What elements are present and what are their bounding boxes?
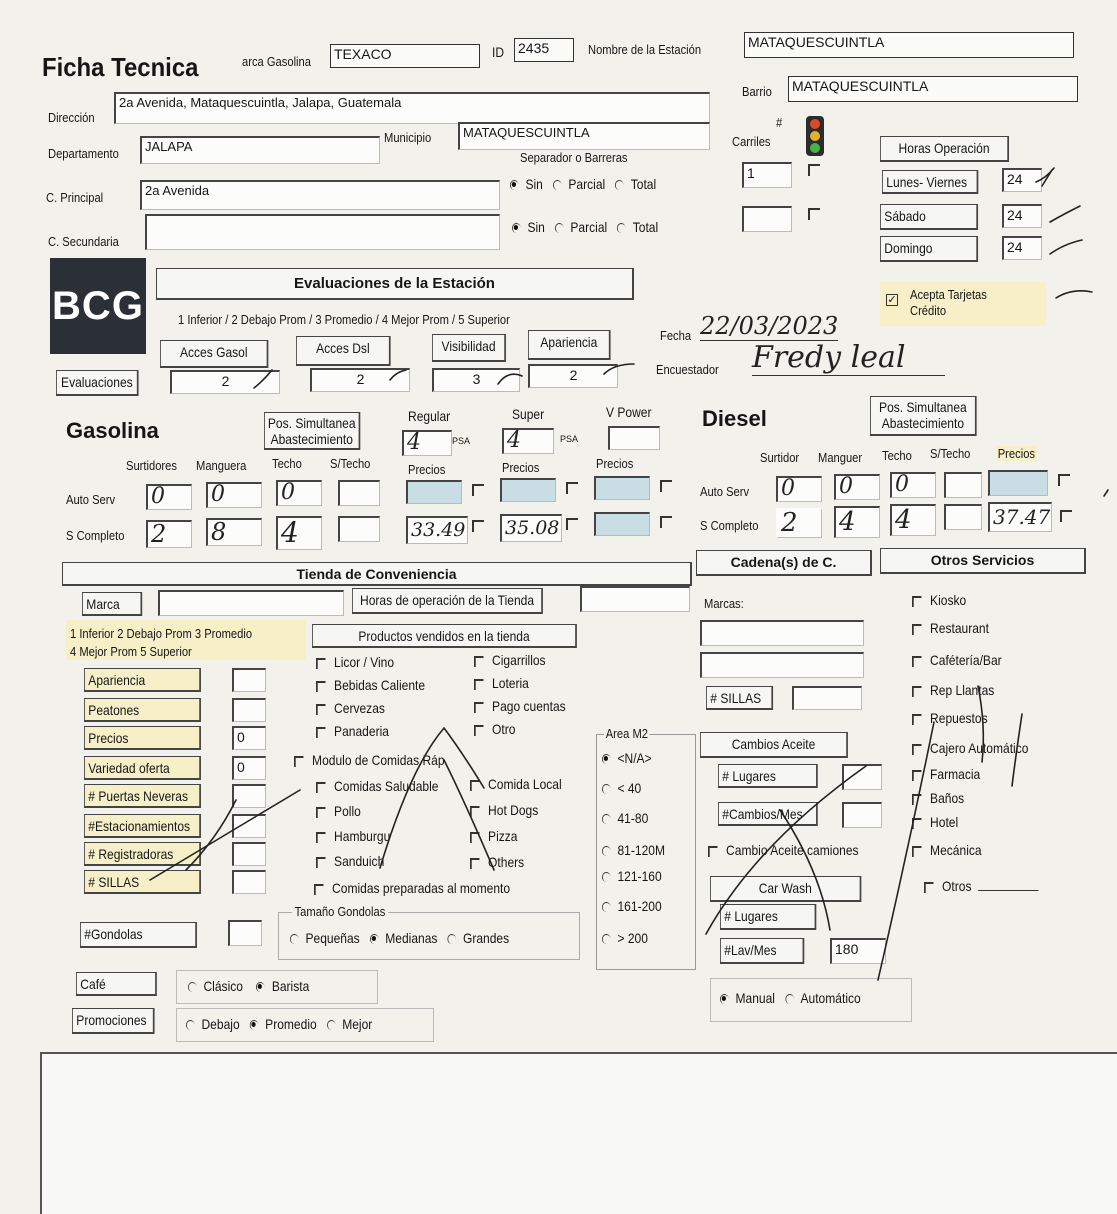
- horas-dom-input[interactable]: 24: [1002, 236, 1042, 260]
- gondolas-label: #Gondolas: [80, 922, 197, 948]
- tienda-horas-label: Horas de operación de la Tienda: [352, 588, 543, 614]
- regular-psa-label: PSA: [452, 436, 471, 446]
- evaluaciones-title: Evaluaciones de la Estación: [156, 268, 634, 300]
- area-label-1: < 40: [617, 780, 642, 796]
- secundaria-label: C. Secundaria: [48, 234, 119, 249]
- fecha-value[interactable]: 22/03/2023: [700, 312, 839, 340]
- horas-sab-label: Sábado: [880, 204, 978, 230]
- comida-col1-label-2: Hamburgu: [334, 828, 391, 844]
- id-input[interactable]: 2435: [514, 38, 574, 62]
- gasolina-pos-sim: Pos. Simultanea Abastecimiento: [264, 412, 360, 450]
- dsl-completo-label: S Completo: [700, 518, 759, 533]
- carriles-hash: #: [776, 115, 783, 130]
- cambios-title: Cambios Aceite: [700, 732, 848, 758]
- municipio-label: Municipio: [384, 130, 432, 145]
- rating-input-2[interactable]: 0: [232, 726, 266, 750]
- carwash-lugares-label: # Lugares: [720, 904, 816, 930]
- dsl-col-manguer: Manguer: [818, 450, 863, 465]
- principal-input[interactable]: 2a Avenida: [140, 180, 500, 210]
- eval-apariencia-input[interactable]: 2: [528, 364, 618, 388]
- otros-label-9: Mecánica: [930, 842, 982, 858]
- dsl-col-surtidor: Surtidor: [760, 450, 800, 465]
- otros-label-3: Rep Llantas: [930, 682, 995, 698]
- fecha-label: Fecha: [660, 328, 692, 343]
- otros-otros-label: Otros: [942, 878, 972, 894]
- eval-acces-gasol-label: Acces Gasol: [160, 340, 268, 368]
- id-label: ID: [492, 44, 505, 60]
- encuestador-value[interactable]: Fredy leal: [752, 340, 945, 376]
- gas-precios-regular-label: Precios: [408, 462, 446, 477]
- gas-completo-precio-super[interactable]: 35.08: [500, 514, 562, 542]
- producto-col1-label-0: Licor / Vino: [334, 654, 395, 670]
- comida-col2-label-0: Comida Local: [488, 776, 562, 792]
- dsl-completo-precio[interactable]: 37.47: [988, 502, 1052, 532]
- rating-label-5: #Estacionamientos: [84, 814, 201, 838]
- dsl-col-techo: Techo: [882, 448, 912, 463]
- eval-acces-gasol-input[interactable]: 2: [170, 370, 280, 394]
- otros-label-7: Baños: [930, 790, 965, 806]
- departamento-label: Departamento: [48, 146, 119, 161]
- tienda-scale-2: 4 Mejor Prom 5 Superior: [70, 644, 192, 659]
- otros-label-5: Cajero Automático: [930, 740, 1029, 756]
- principal-label: C. Principal: [46, 190, 104, 205]
- direccion-label: Dirección: [48, 110, 95, 125]
- cadena-marcas-label: Marcas:: [704, 596, 744, 611]
- municipio-input[interactable]: MATAQUESCUINTLA: [458, 122, 710, 150]
- camiones-label: Cambio Aceite camiones: [726, 842, 859, 858]
- cambios-lugares-label: # Lugares: [718, 764, 818, 788]
- otros-label-8: Hotel: [930, 814, 959, 830]
- cafe-label: Café: [76, 972, 157, 996]
- horas-dom-label: Domingo: [880, 236, 978, 262]
- area-title: Area M2: [605, 726, 648, 741]
- dsl-precios-label: Precios: [997, 446, 1036, 461]
- productos-title: Productos vendidos en la tienda: [312, 624, 577, 648]
- tienda-title: Tienda de Conveniencia: [62, 562, 692, 586]
- preparadas-label: Comidas preparadas al momento: [332, 880, 511, 896]
- gas-auto-surtidores[interactable]: 0: [146, 484, 192, 510]
- cadena-title: Cadena(s) de C.: [696, 550, 872, 576]
- dsl-completo-manguer[interactable]: 4: [834, 506, 880, 538]
- carwash-mode-options: Manual Automático: [720, 990, 861, 1006]
- rating-input-3[interactable]: 0: [232, 756, 266, 780]
- horas-lv-input[interactable]: 24: [1002, 168, 1042, 192]
- dsl-completo-surtidor[interactable]: 2: [776, 508, 822, 538]
- regular-psa-input[interactable]: 4: [402, 430, 452, 456]
- comida-col1-label-1: Pollo: [334, 803, 361, 819]
- tienda-scale-1: 1 Inferior 2 Debajo Prom 3 Promedio: [70, 626, 253, 641]
- promo-label: Promociones: [72, 1008, 155, 1034]
- marca-input[interactable]: TEXACO: [330, 44, 480, 68]
- nombre-input[interactable]: MATAQUESCUINTLA: [744, 32, 1074, 58]
- rating-label-6: # Registradoras: [84, 842, 201, 866]
- super-psa-label: PSA: [560, 434, 579, 444]
- gas-auto-manguera[interactable]: 0: [206, 482, 262, 508]
- otros-label-0: Kiosko: [930, 592, 967, 608]
- vpower-label: V Power: [606, 404, 652, 420]
- dsl-auto-label: Auto Serv: [700, 484, 750, 499]
- rating-label-2: Precios: [84, 726, 201, 750]
- cadena-sillas-label: # SILLAS: [706, 686, 773, 710]
- dsl-completo-techo[interactable]: 4: [890, 504, 936, 536]
- tarjetas-label: Acepta Tarjetas Crédito: [910, 287, 987, 318]
- area-label-5: 161-200: [617, 898, 662, 914]
- gas-precios-super-label: Precios: [502, 460, 540, 475]
- eval-acces-dsl-input[interactable]: 2: [310, 368, 410, 392]
- cambios-mes-label: #Cambios/Mes: [718, 802, 818, 826]
- diesel-title: Diesel: [702, 406, 767, 431]
- comida-col2-label-2: Pizza: [488, 828, 518, 844]
- rating-label-3: Variedad oferta: [84, 756, 201, 780]
- barrio-input[interactable]: MATAQUESCUINTLA: [788, 76, 1078, 102]
- gas-precios-vpower-label: Precios: [596, 456, 634, 471]
- page-title: Ficha Tecnica: [42, 52, 199, 82]
- regular-label: Regular: [408, 408, 451, 424]
- tienda-marca-label: Marca: [82, 592, 142, 616]
- lav-mes-label: #Lav/Mes: [720, 938, 804, 964]
- tamano-options: Pequeñas Medianas Grandes: [290, 930, 509, 946]
- producto-col2-label-3: Otro: [492, 721, 516, 737]
- departamento-input[interactable]: JALAPA: [140, 136, 380, 164]
- producto-col1-label-3: Panaderia: [334, 723, 389, 739]
- modulo-label: Modulo de Comidas Ráp.: [312, 752, 448, 768]
- rating-label-4: # Puertas Neveras: [84, 784, 201, 808]
- gas-col-manguera: Manguera: [196, 458, 247, 473]
- rating-label-0: Apariencia: [84, 668, 201, 692]
- area-label-2: 41-80: [617, 810, 649, 826]
- gas-completo-techo[interactable]: 4: [276, 516, 322, 550]
- eval-visibilidad-input[interactable]: 3: [432, 368, 520, 392]
- gas-col-techo: Techo: [272, 456, 302, 471]
- gas-completo-manguera[interactable]: 8: [206, 518, 262, 546]
- cafe-options: Clásico Barista: [188, 978, 309, 994]
- horas-sab-input[interactable]: 24: [1002, 204, 1042, 228]
- dsl-auto-surtidor[interactable]: 0: [776, 476, 822, 502]
- gas-completo-precio-regular[interactable]: 33.49: [406, 516, 468, 544]
- gasolina-title: Gasolina: [66, 418, 159, 443]
- dsl-col-stecho: S/Techo: [930, 446, 971, 461]
- horas-title: Horas Operación: [880, 136, 1009, 162]
- barrio-label: Barrio: [742, 84, 772, 99]
- comida-col1-label-0: Comidas Saludable: [334, 778, 439, 794]
- comida-col2-label-1: Hot Dogs: [488, 802, 539, 818]
- gas-completo-surtidores[interactable]: 2: [146, 520, 192, 548]
- direccion-input[interactable]: 2a Avenida, Mataquescuintla, Jalapa, Guatemala: [114, 92, 710, 124]
- producto-col2-label-1: Loteria: [492, 675, 529, 691]
- rating-label-7: # SILLAS: [84, 870, 201, 894]
- gas-col-surtidores: Surtidores: [126, 458, 177, 473]
- otros-label-1: Restaurant: [930, 620, 989, 636]
- area-label-6: > 200: [617, 930, 648, 946]
- marca-label: arca Gasolina: [242, 54, 311, 69]
- carwash-title: Car Wash: [710, 876, 861, 902]
- nombre-label: Nombre de la Estación: [588, 42, 702, 57]
- eval-visibilidad-label: Visibilidad: [432, 334, 506, 362]
- eval-apariencia-label: Apariencia: [528, 330, 611, 360]
- area-label-4: 121-160: [617, 868, 662, 884]
- producto-col1-label-1: Bebidas Caliente: [334, 677, 426, 693]
- diesel-pos-sim: Pos. Simultanea Abastecimiento: [870, 396, 977, 436]
- area-label-0: <N/A>: [617, 750, 652, 766]
- gas-auto-techo[interactable]: 0: [276, 480, 322, 506]
- separador-row1: Sin Parcial Total: [510, 176, 656, 192]
- comida-col2-label-3: Others: [488, 854, 525, 870]
- producto-col1-label-2: Cervezas: [334, 700, 385, 716]
- producto-col2-label-0: Cigarrillos: [492, 652, 546, 668]
- promo-options: Debajo Promedio Mejor: [186, 1016, 372, 1032]
- otros-title: Otros Servicios: [880, 548, 1086, 574]
- carriles-input-1[interactable]: 1: [742, 162, 792, 188]
- separador-label: Separador o Barreras: [520, 150, 628, 165]
- super-psa-input[interactable]: 4: [502, 428, 554, 454]
- lav-mes-input[interactable]: 180: [830, 938, 886, 964]
- separador-row2: Sin Parcial Total: [512, 219, 658, 235]
- tamano-title: Tamaño Gondolas: [292, 904, 388, 919]
- horas-lv-label: Lunes- Viernes: [882, 170, 978, 194]
- evaluaciones-row-label: Evaluaciones: [56, 370, 139, 396]
- comida-col1-label-3: Sanduich: [334, 853, 385, 869]
- gas-col-stecho: S/Techo: [330, 456, 371, 471]
- rating-label-1: Peatones: [84, 698, 201, 722]
- dsl-auto-manguer[interactable]: 0: [834, 474, 880, 500]
- area-label-3: 81-120M: [617, 842, 666, 858]
- otros-label-4: Repuestos: [930, 710, 988, 726]
- bcg-logo: BCG: [50, 258, 146, 354]
- tarjetas-checkbox[interactable]: ✓: [887, 294, 897, 306]
- otros-label-6: Farmacia: [930, 766, 981, 782]
- producto-col2-label-2: Pago cuentas: [492, 698, 566, 714]
- eval-acces-dsl-label: Acces Dsl: [296, 336, 391, 366]
- super-label: Super: [512, 406, 545, 422]
- gas-completo-label: S Completo: [66, 528, 125, 543]
- evaluaciones-scale: 1 Inferior / 2 Debajo Prom / 3 Promedio / 4 Mejor Prom / 5 Superior: [178, 312, 510, 327]
- encuestador-label: Encuestador: [656, 362, 719, 377]
- carriles-label: Carriles: [732, 134, 771, 149]
- dsl-auto-techo[interactable]: 0: [890, 472, 936, 498]
- otros-label-2: Cafétería/Bar: [930, 652, 1002, 668]
- gas-auto-label: Auto Serv: [66, 492, 116, 507]
